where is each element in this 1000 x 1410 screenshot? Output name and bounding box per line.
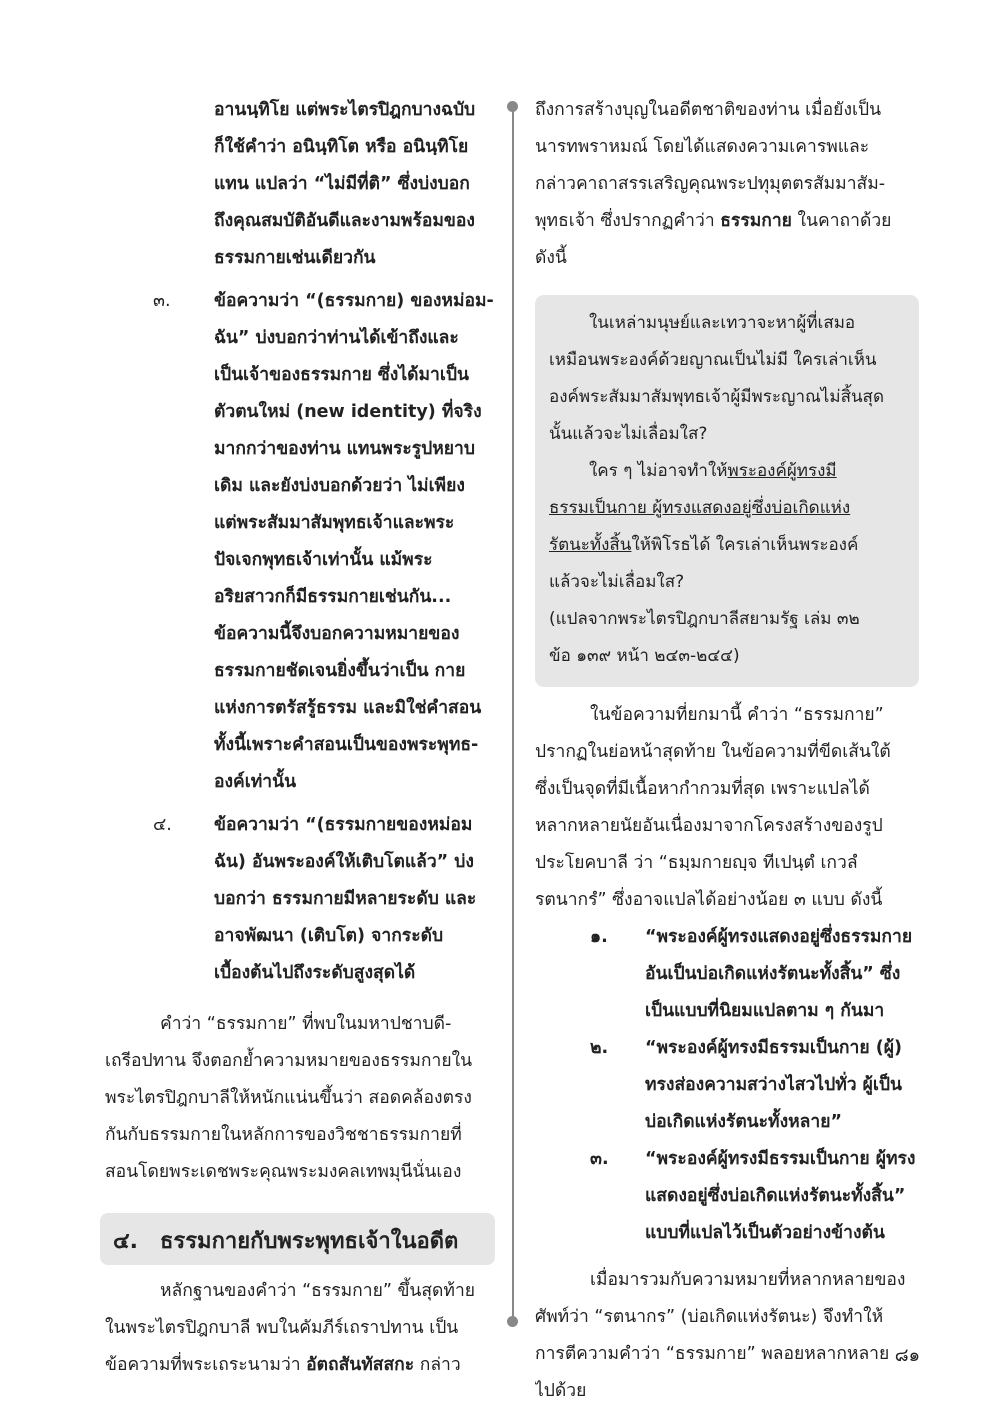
text-line: ธรรมกายชัดเจนยิ่งขึ้นว่าเป็น กาย <box>214 661 466 681</box>
item-number: ๑. <box>590 927 608 947</box>
text-fragment: ข้อความที่พระเถระนามว่า <box>105 1355 307 1375</box>
text-line: นารทพราหมณ์ โดยได้แสดงความเคารพและ <box>535 137 870 157</box>
right-paragraph <box>535 697 920 919</box>
text-line: ประโยคบาลี ว่า “ธมฺมกายญฺจ ทีเปนฺตํ เกวลํ <box>535 853 858 873</box>
page-number: ๘๑ <box>894 1345 920 1366</box>
text-line: ก็ใช้คำว่า อนินฺทิโต หรือ อนินฺทิโย <box>214 137 469 157</box>
text-line: หลักฐานของคำว่า “ธรรมกาย” ขึ้นสุดท้าย <box>160 1281 476 1301</box>
text-line: ทรงส่องความสว่างไสวไปทั่ว ผู้เป็น <box>645 1075 902 1095</box>
text-line: คำว่า “ธรรมกาย” ที่พบในมหาปชาบดี- <box>160 1014 452 1034</box>
text-fragment: ในคาถาด้วย <box>791 211 892 231</box>
text-line: ฉัน) อันพระองค์ให้เติบโตแล้ว” บ่ง <box>214 852 474 872</box>
text-line: ข้อความว่า “(ธรรมกาย) ของหม่อม- <box>214 291 494 311</box>
list-item-3 <box>535 1141 920 1252</box>
right-intro <box>535 92 920 277</box>
item-number: ๒. <box>590 1038 609 1058</box>
divider-top-dot <box>507 101 518 112</box>
list-item-1 <box>535 919 920 1030</box>
text-line: ธรรมกายเช่นเดียวกัน <box>214 248 376 268</box>
closing-paragraph <box>535 1262 920 1410</box>
text-line: “พระองค์ผู้ทรงมีธรรมเป็นกาย (ผู้) <box>645 1038 902 1058</box>
text-line: ปัจเจกพุทธเจ้าเท่านั้น แม้พระ <box>214 550 433 570</box>
text-line: บ่อเกิดแห่งรัตนะทั้งหลาย” <box>645 1112 842 1132</box>
text-line: แบบที่แปลไว้เป็นตัวอย่างข้างต้น <box>645 1223 885 1243</box>
underlined-text: พระองค์ผู้ทรงมี <box>727 461 837 481</box>
text-line <box>549 453 905 490</box>
text-line: ซึ่งเป็นจุดที่มีเนื้อหากำกวมที่สุด เพราะแปลได้ <box>535 779 870 799</box>
text-line: เดิม และยังบ่งบอกด้วยว่า ไม่เพียง <box>214 476 465 496</box>
left-intro-block <box>105 92 497 277</box>
text-line: หลากหลายนัยอันเนื่องมาจากโครงสร้างของรูป <box>535 816 883 836</box>
text-line: แสดงอยู่ซึ่งบ่อเกิดแห่งรัตนะทั้งสิ้น” <box>645 1186 906 1206</box>
text-line: ศัพท์ว่า “รตนากร” (บ่อเกิดแห่งรัตนะ) จึงทำให้ <box>535 1307 884 1327</box>
text-fragment: ใคร ๆ ไม่อาจทำให้ <box>589 461 728 481</box>
text-line: องค์พระสัมมาสัมพุทธเจ้าผู้มีพระญาณไม่สิ้นสุด <box>549 387 884 407</box>
person-name: อัตถสันทัสสกะ <box>306 1355 415 1375</box>
text-line: อานนฺทิโย แต่พระไตรปิฎกบางฉบับ <box>214 100 476 120</box>
text-line: ในพระไตรปิฎกบาลี พบในคัมภีร์เถราปทาน เป็น <box>105 1318 459 1338</box>
quote-box <box>535 295 919 687</box>
divider-bottom-dot <box>507 1316 518 1327</box>
text-line: สอนโดยพระเดชพระคุณพระมงคลเทพมุนีนั่นเอง <box>105 1162 462 1182</box>
text-line: ปรากฏในย่อหน้าสุดท้าย ในข้อความที่ขีดเส้นใต้ <box>535 742 891 762</box>
text-line: นั้นแล้วจะไม่เลื่อมใส? <box>549 424 708 444</box>
text-line <box>535 203 920 240</box>
left-column <box>105 92 497 1384</box>
section-paragraph <box>105 1273 497 1384</box>
underlined-text: รัตนะทั้งสิ้น <box>549 535 632 555</box>
underlined-text: ธรรมเป็นกาย ผู้ทรงแสดงอยู่ซึ่งบ่อเกิดแห่ง <box>549 498 851 518</box>
text-fragment: กล่าว <box>414 1355 461 1375</box>
text-line: แต่พระสัมมาสัมพุทธเจ้าและพระ <box>214 513 455 533</box>
text-line: รตนากรํ” ซึ่งอาจแปลได้อย่างน้อย ๓ แบบ ดังนี้ <box>535 890 883 910</box>
text-line: ตัวตนใหม่ (new identity) ที่จริง <box>214 402 482 422</box>
section-title: ธรรมกายกับพระพุทธเจ้าในอดีต <box>160 1229 459 1254</box>
keyword: ธรรมกาย <box>720 211 792 231</box>
text-line: เหมือนพระองค์ด้วยญาณเป็นไม่มี ใครเล่าเห็น <box>549 350 877 370</box>
text-line: แห่งการตรัสรู้ธรรม และมิใช่คำสอน <box>214 698 482 718</box>
text-line: ข้อความนี้จึงบอกความหมายของ <box>214 624 460 644</box>
text-line: เมื่อมารวมกับความหมายที่หลากหลายของ <box>590 1270 906 1290</box>
text-line <box>549 490 905 527</box>
text-line: อันเป็นบ่อเกิดแห่งรัตนะทั้งสิ้น” ซึ่ง <box>645 964 901 984</box>
item-number: ๓. <box>590 1149 609 1169</box>
text-line: ข้อความว่า “(ธรรมกายของหม่อม <box>214 815 473 835</box>
text-line <box>105 1347 497 1384</box>
list-item-2 <box>535 1030 920 1141</box>
text-line: กล่าวคาถาสรรเสริญคุณพระปทุมุตตรสัมมาสัม- <box>535 174 886 194</box>
text-line: ถึงการสร้างบุญในอดีตชาติของท่าน เมื่อยังเป็น <box>535 100 882 120</box>
text-line: พระไตรปิฎกบาลีให้หนักแน่นขึ้นว่า สอดคล้องตรง <box>105 1088 472 1108</box>
text-fragment: ให้พิโรธได้ ใครเล่าเห็นพระองค์ <box>631 535 859 555</box>
text-line: มากกว่าของท่าน แทนพระรูปหยาบ <box>214 439 475 459</box>
item-number: ๓. <box>153 291 171 311</box>
text-line: บอกว่า ธรรมกายมีหลายระดับ และ <box>214 889 477 909</box>
section-number: ๔. <box>113 1229 139 1254</box>
section-heading <box>100 1213 495 1265</box>
text-line: “พระองค์ผู้ทรงมีธรรมเป็นกาย ผู้ทรง <box>645 1149 916 1169</box>
text-line: แทน แปลว่า “ไม่มีที่ติ” ซึ่งบ่งบอก <box>214 174 470 194</box>
text-line: แล้วจะไม่เลื่อมใส? <box>549 572 685 592</box>
column-divider <box>512 106 514 1321</box>
text-fragment: พุทธเจ้า ซึ่งปรากฏคำว่า <box>535 211 721 231</box>
right-column <box>535 92 920 1410</box>
translation-list <box>535 919 920 1252</box>
list-item-3 <box>105 283 497 801</box>
text-line: เป็นแบบที่นิยมแปลตาม ๆ กันมา <box>645 1001 885 1021</box>
text-line: เป็นเจ้าของธรรมกาย ซึ่งได้มาเป็น <box>214 365 469 385</box>
list-item-4 <box>105 807 497 992</box>
text-line: อริยสาวกก็มีธรรมกายเช่นกัน... <box>214 587 452 607</box>
text-line: ถึงคุณสมบัติอันดีและงามพร้อมของ <box>214 211 475 231</box>
text-line: ฉัน” บ่งบอกว่าท่านได้เข้าถึงและ <box>214 328 459 348</box>
text-line: กันกับธรรมกายในหลักการของวิชชาธรรมกายที่ <box>105 1125 462 1145</box>
text-line: องค์เท่านั้น <box>214 772 297 792</box>
source-citation: (แปลจากพระไตรปิฎกบาลีสยามรัฐ เล่ม ๓๒ <box>549 609 860 629</box>
text-line: การตีความคำว่า “ธรรมกาย” พลอยหลากหลาย <box>535 1344 890 1364</box>
text-line: อาจพัฒนา (เติบโต) จากระดับ <box>214 926 444 946</box>
item-number: ๔. <box>153 815 172 835</box>
text-line: ทั้งนี้เพราะคำสอนเป็นของพระพุทธ- <box>214 735 479 755</box>
text-line: ในข้อความที่ยกมานี้ คำว่า “ธรรมกาย” <box>590 705 884 725</box>
text-line: “พระองค์ผู้ทรงแสดงอยู่ซึ่งธรรมกาย <box>645 927 913 947</box>
left-paragraph <box>105 1006 497 1191</box>
text-line: ไปด้วย <box>535 1381 587 1401</box>
text-line: เถรีอปทาน จึงตอกย้ำความหมายของธรรมกายใน <box>105 1051 473 1071</box>
text-line: ในเหล่ามนุษย์และเทวาจะหาผู้ที่เสมอ <box>589 313 856 333</box>
text-line: ดังนี้ <box>535 248 567 268</box>
text-line: เบื้องต้นไปถึงระดับสูงสุดได้ <box>214 963 416 983</box>
source-citation: ข้อ ๑๓๙ หน้า ๒๔๓-๒๔๔) <box>549 646 740 666</box>
text-line <box>549 527 905 564</box>
